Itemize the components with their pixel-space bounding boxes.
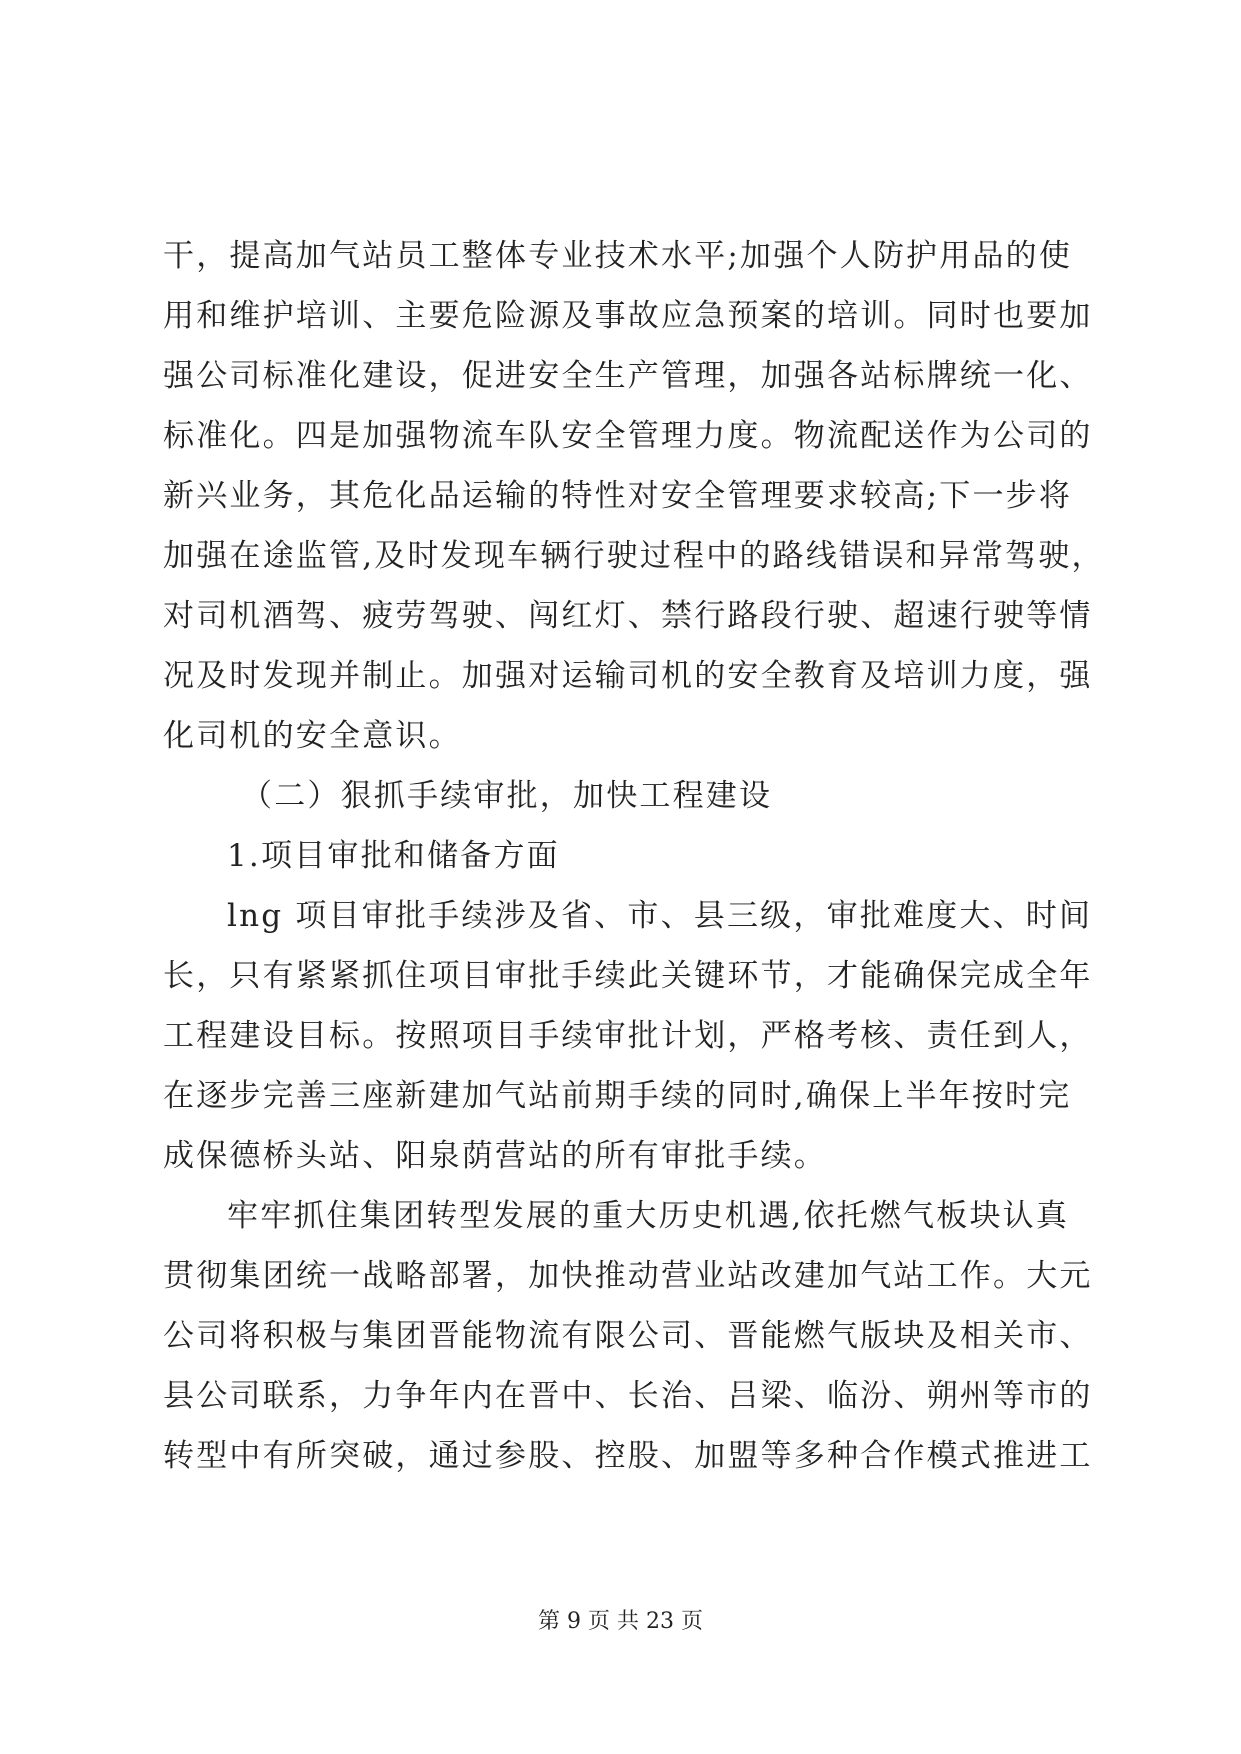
paragraph-line: 在逐步完善三座新建加气站前期手续的同时,确保上半年按时完: [163, 1078, 1072, 1114]
section-heading: （二）狠抓手续审批，加快工程建设: [241, 778, 773, 814]
paragraph-line: 工程建设目标。按照项目手续审批计划，严格考核、责任到人，: [163, 1018, 1093, 1054]
paragraph-line: 干，提高加气站员工整体专业技术水平;加强个人防护用品的使: [163, 238, 1073, 274]
paragraph-line: 贯彻集团统一战略部署，加快推动营业站改建加气站工作。大元: [163, 1258, 1093, 1294]
paragraph-line: 长，只有紧紧抓住项目审批手续此关键环节，才能确保完成全年: [163, 958, 1093, 994]
paragraph-line: 用和维护培训、主要危险源及事故应急预案的培训。同时也要加: [163, 298, 1093, 334]
paragraph-line: 成保德桥头站、阳泉荫营站的所有审批手续。: [163, 1138, 827, 1174]
page-number-footer: 第 9 页 共 23 页: [538, 1609, 703, 1634]
paragraph-line: 况及时发现并制止。加强对运输司机的安全教育及培训力度，强: [163, 658, 1093, 694]
paragraph-line: 对司机酒驾、疲劳驾驶、闯红灯、禁行路段行驶、超速行驶等情: [163, 598, 1093, 634]
paragraph-line: 县公司联系，力争年内在晋中、长治、吕梁、临汾、朔州等市的: [163, 1378, 1093, 1414]
paragraph-line: 化司机的安全意识。: [163, 718, 462, 754]
subsection-heading: 1.项目审批和储备方面: [227, 838, 560, 874]
paragraph-line: 牢牢抓住集团转型发展的重大历史机遇,依托燃气板块认真: [227, 1198, 1070, 1234]
paragraph-line: 强公司标准化建设，促进安全生产管理，加强各站标牌统一化、: [163, 358, 1093, 394]
paragraph-line: lng 项目审批手续涉及省、市、县三级，审批难度大、时间: [227, 898, 1093, 934]
paragraph-line: 公司将积极与集团晋能物流有限公司、晋能燃气版块及相关市、: [163, 1318, 1093, 1354]
paragraph-line: 新兴业务，其危化品运输的特性对安全管理要求较高;下一步将: [163, 478, 1073, 514]
paragraph-line: 标准化。四是加强物流车队安全管理力度。物流配送作为公司的: [163, 418, 1093, 454]
document-body: [163, 226, 1105, 1486]
paragraph-line: 加强在途监管,及时发现车辆行驶过程中的路线错误和异常驾驶，: [163, 538, 1105, 574]
paragraph-line: 转型中有所突破，通过参股、控股、加盟等多种合作模式推进工: [163, 1438, 1093, 1474]
